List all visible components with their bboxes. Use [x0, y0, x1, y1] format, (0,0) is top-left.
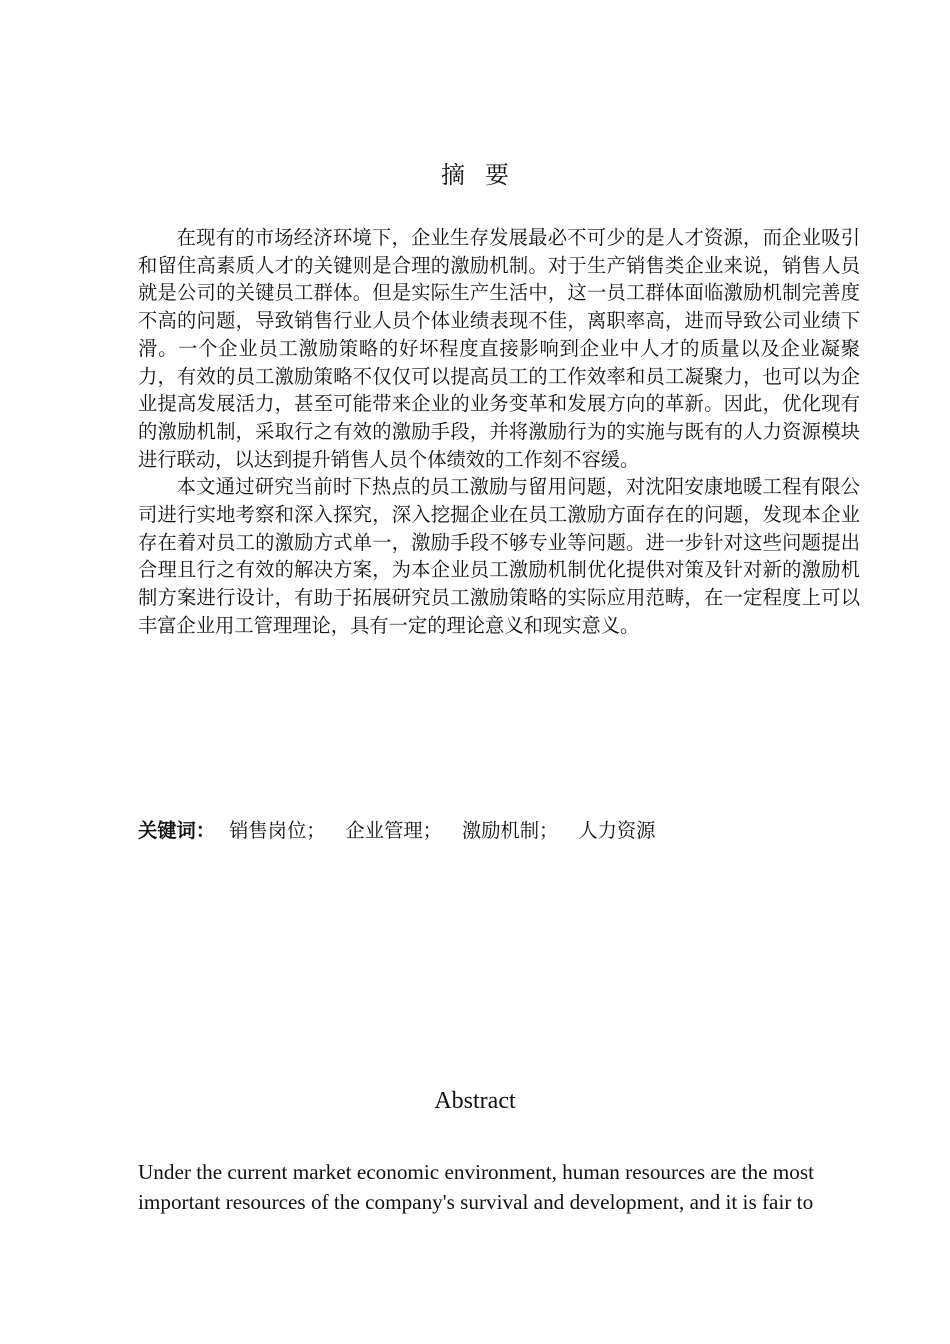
- abstract-cn-title: 摘要: [441, 161, 529, 189]
- abstract-en-title: Abstract: [434, 1088, 516, 1114]
- keyword-item: 人力资源: [578, 819, 656, 842]
- abstract-cn-paragraph-1: 在现有的市场经济环境下，企业生存发展最必不可少的是人才资源，而企业吸引和留住高素质人才的关键则是合理的激励机制。对于生产销售类企业来说，销售人员就是公司的关键员工群体。但是实际生产生活中，这一员工群体面临激励机制完善度不高的问题，导致销售行业人员个体业绩表现不佳，离职率高，进而导致公司业绩下滑。一个企业员工激励策略的好坏程度直接影响到企业中人才的质量以及企业凝聚力，有效的员工激励策略不仅仅可以提高员工的工作效率和员工凝聚力，也可以为企业提高发展活力，甚至可能带来企业的业务变革和发展方向的革新。因此，优化现有的激励机制，采取行之有效的激励手段，并将激励行为的实施与既有的人力资源模块进行联动，以达到提升销售人员个体绩效的工作刻不容缓。: [138, 226, 860, 471]
- keyword-item: 激励机制；: [461, 819, 559, 842]
- keyword-item: 企业管理；: [345, 819, 442, 842]
- abstract-en-line-2: important resources of the company's survival and development, and it is fair to: [138, 1190, 814, 1214]
- abstract-en-body: [138, 1157, 858, 1217]
- abstract-cn-body: [138, 224, 860, 640]
- keyword-item: 销售岗位；: [229, 819, 326, 842]
- abstract-cn-paragraph-2: 本文通过研究当前时下热点的员工激励与留用问题，对沈阳安康地暖工程有限公司进行实地考察和深入探究，深入挖掘企业在员工激励方面存在的问题，发现本企业存在着对员工的激励方式单一，激励手段不够专业等问题。进一步针对这些问题提出合理且行之有效的解决方案，为本企业员工激励机制优化提供对策及针对新的激励机制方案进行设计，有助于拓展研究员工激励策略的实际应用范畴，在一定程度上可以丰富企业用工管理理论，具有一定的理论意义和现实意义。: [138, 475, 860, 637]
- keywords-line: [138, 817, 675, 845]
- abstract-en-line-1: Under the current market economic environment, human resources are the most: [138, 1160, 814, 1184]
- keywords-label: 关键词：: [138, 819, 216, 842]
